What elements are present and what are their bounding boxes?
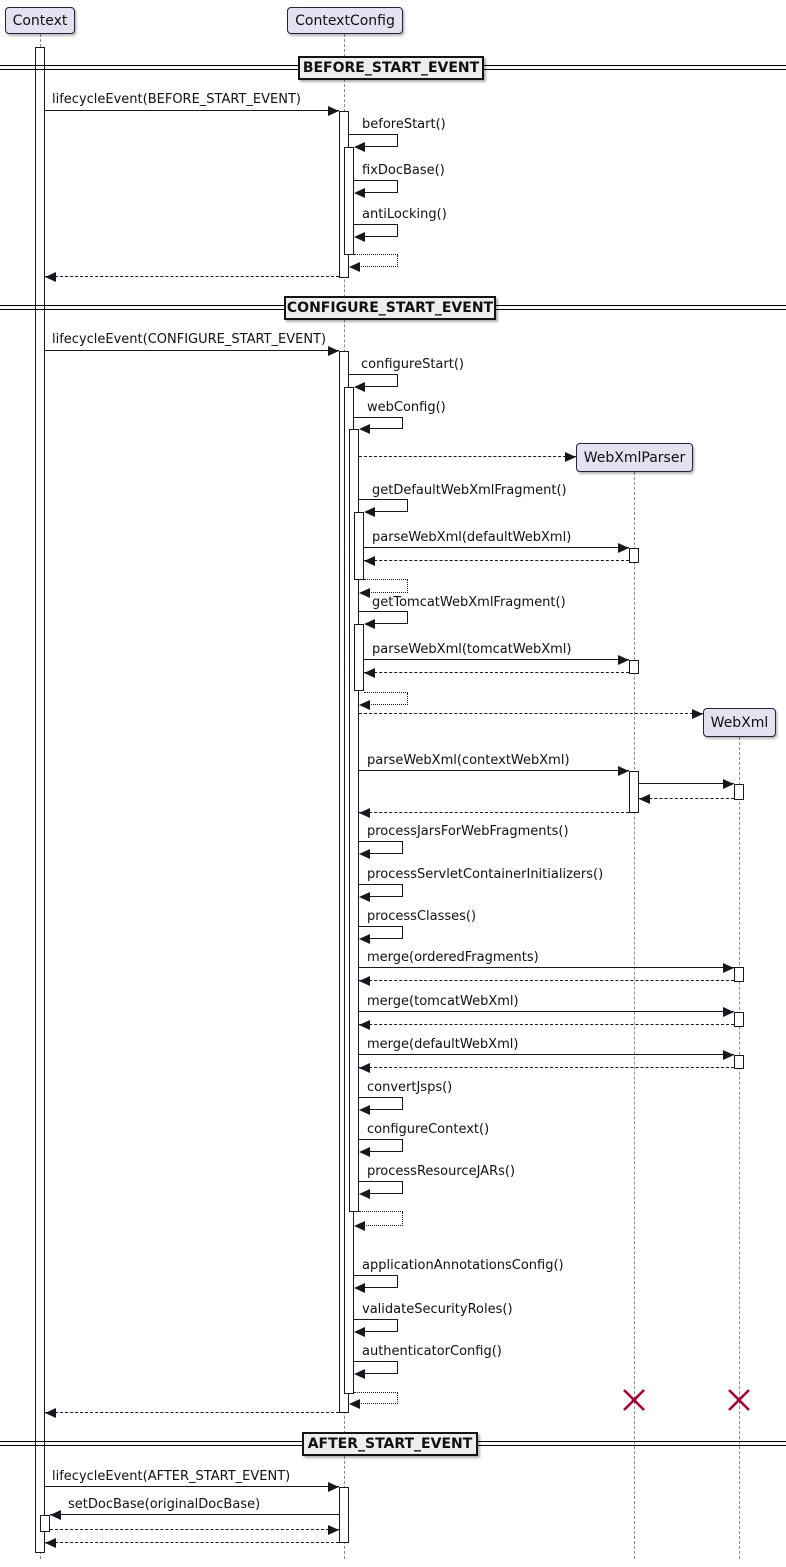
arrow-head-icon bbox=[354, 1221, 365, 1231]
message-line bbox=[364, 560, 629, 561]
arrow-head-icon bbox=[359, 1063, 370, 1073]
activation-bar-contextconfig bbox=[344, 147, 354, 255]
message-line bbox=[354, 1361, 398, 1362]
arrow-head-icon bbox=[328, 1482, 339, 1492]
message-line bbox=[369, 896, 403, 897]
message-label: merge(tomcatWebXml) bbox=[367, 994, 519, 1009]
activation-bar-contextconfig bbox=[354, 512, 364, 580]
message-label: processJarsForWebFragments() bbox=[367, 824, 569, 839]
message-label: applicationAnnotationsConfig() bbox=[362, 1258, 564, 1273]
message-line bbox=[639, 798, 734, 799]
activation-bar-webxml bbox=[734, 784, 744, 800]
message-line bbox=[354, 1275, 398, 1276]
message-line bbox=[359, 884, 403, 885]
message-line bbox=[359, 770, 629, 771]
arrow-head-icon bbox=[50, 1510, 61, 1520]
message-label: parseWebXml(contextWebXml) bbox=[367, 753, 570, 768]
message-line bbox=[359, 812, 629, 813]
message-line bbox=[45, 1412, 339, 1413]
arrow-head-icon bbox=[723, 963, 734, 973]
message-line bbox=[402, 1212, 403, 1226]
arrow-head-icon bbox=[618, 766, 629, 776]
message-line bbox=[359, 1067, 734, 1068]
arrow-head-icon bbox=[45, 1408, 56, 1418]
destroy-x-icon bbox=[621, 1387, 647, 1413]
message-label: convertJsps() bbox=[367, 1080, 453, 1095]
destroy-x-icon bbox=[726, 1387, 752, 1413]
message-line bbox=[364, 659, 629, 660]
participant-webxmlparser: WebXmlParser bbox=[576, 443, 693, 472]
message-line bbox=[364, 692, 408, 693]
arrow-head-icon bbox=[328, 1525, 339, 1535]
arrow-head-icon bbox=[349, 1399, 360, 1409]
message-line bbox=[369, 1193, 403, 1194]
arrow-head-icon bbox=[359, 1105, 370, 1115]
arrow-head-icon bbox=[354, 1369, 365, 1379]
arrow-head-icon bbox=[359, 934, 370, 944]
message-line bbox=[359, 611, 408, 612]
arrow-head-icon bbox=[349, 262, 360, 272]
message-label: lifecycleEvent(AFTER_START_EVENT) bbox=[52, 1469, 291, 1484]
message-line bbox=[369, 428, 403, 429]
activation-bar-webxmlparser bbox=[629, 548, 639, 563]
message-line bbox=[359, 1024, 734, 1025]
message-line bbox=[359, 713, 703, 714]
arrow-head-icon bbox=[359, 424, 370, 434]
message-label: processClasses() bbox=[367, 909, 477, 924]
message-line bbox=[354, 224, 398, 225]
message-label: merge(defaultWebXml) bbox=[367, 1037, 519, 1052]
message-line bbox=[364, 1287, 398, 1288]
arrow-head-icon bbox=[359, 976, 370, 986]
message-line bbox=[359, 1181, 403, 1182]
message-label: configureContext() bbox=[367, 1122, 490, 1137]
message-label: lifecycleEvent(CONFIGURE_START_EVENT) bbox=[52, 332, 327, 347]
message-label: getDefaultWebXmlFragment() bbox=[372, 483, 567, 498]
arrow-head-icon bbox=[364, 668, 375, 678]
arrow-head-icon bbox=[639, 794, 650, 804]
arrow-head-icon bbox=[723, 1007, 734, 1017]
activation-bar-context bbox=[35, 47, 45, 1553]
message-line bbox=[364, 547, 629, 548]
message-line bbox=[369, 592, 408, 593]
activation-bar-webxml bbox=[734, 1055, 744, 1069]
message-line bbox=[364, 579, 408, 580]
message-line bbox=[50, 1529, 339, 1530]
message-line bbox=[50, 1514, 339, 1515]
message-label: processServletContainerInitializers() bbox=[367, 867, 604, 882]
arrow-head-icon bbox=[354, 188, 365, 198]
activation-bar-webxmlparser bbox=[629, 771, 639, 813]
message-line bbox=[45, 110, 339, 111]
message-line bbox=[359, 456, 576, 457]
message-label: authenticatorConfig() bbox=[362, 1344, 502, 1359]
arrow-head-icon bbox=[354, 1327, 365, 1337]
message-line bbox=[359, 266, 398, 267]
arrow-head-icon bbox=[354, 382, 365, 392]
message-line bbox=[369, 1109, 403, 1110]
message-line bbox=[359, 1097, 403, 1098]
message-label: setDocBase(originalDocBase) bbox=[68, 1497, 261, 1512]
arrow-head-icon bbox=[359, 892, 370, 902]
message-line bbox=[364, 1373, 398, 1374]
arrow-head-icon bbox=[45, 272, 56, 282]
participant-context: Context bbox=[5, 7, 75, 34]
message-line bbox=[369, 704, 408, 705]
message-line bbox=[364, 146, 398, 147]
lifeline-webxml bbox=[739, 737, 740, 1559]
arrow-head-icon bbox=[328, 346, 339, 356]
activation-bar-webxml bbox=[734, 967, 744, 982]
message-line bbox=[359, 1211, 403, 1212]
participant-contextconfig: ContextConfig bbox=[287, 7, 403, 34]
message-line bbox=[45, 1542, 339, 1543]
message-line bbox=[374, 623, 408, 624]
arrow-head-icon bbox=[618, 655, 629, 665]
message-line bbox=[359, 1139, 403, 1140]
message-line bbox=[359, 841, 403, 842]
arrow-head-icon bbox=[723, 1050, 734, 1060]
arrow-head-icon bbox=[723, 779, 734, 789]
message-line bbox=[364, 386, 398, 387]
message-line bbox=[354, 417, 403, 418]
message-line bbox=[349, 374, 398, 375]
activation-bar-webxmlparser bbox=[629, 660, 639, 674]
message-line bbox=[354, 1319, 398, 1320]
message-line bbox=[349, 134, 398, 135]
arrow-head-icon bbox=[354, 142, 365, 152]
arrow-head-icon bbox=[359, 849, 370, 859]
divider-label: AFTER_START_EVENT bbox=[302, 1432, 478, 1456]
message-label: processResourceJARs() bbox=[367, 1164, 516, 1179]
message-line bbox=[359, 1054, 734, 1055]
divider-label: BEFORE_START_EVENT bbox=[298, 56, 484, 80]
message-label: getTomcatWebXmlFragment() bbox=[372, 595, 566, 610]
activation-bar-contextconfig bbox=[339, 1487, 349, 1543]
message-line bbox=[364, 192, 398, 193]
activation-bar-context bbox=[40, 1515, 50, 1532]
message-line bbox=[359, 967, 734, 968]
message-line bbox=[369, 1151, 403, 1152]
activation-bar-contextconfig bbox=[354, 624, 364, 691]
arrow-head-icon bbox=[364, 507, 375, 517]
message-line bbox=[364, 1331, 398, 1332]
message-line bbox=[354, 254, 398, 255]
arrow-head-icon bbox=[45, 1538, 56, 1548]
message-label: configureStart() bbox=[361, 357, 464, 372]
message-line bbox=[374, 511, 408, 512]
message-line bbox=[359, 926, 403, 927]
message-line bbox=[369, 853, 403, 854]
message-label: fixDocBase() bbox=[362, 163, 445, 178]
message-label: validateSecurityRoles() bbox=[362, 1302, 513, 1317]
arrow-head-icon bbox=[565, 452, 576, 462]
arrow-head-icon bbox=[359, 1189, 370, 1199]
message-label: beforeStart() bbox=[362, 117, 446, 132]
arrow-head-icon bbox=[618, 543, 629, 553]
message-line bbox=[364, 236, 398, 237]
message-label: webConfig() bbox=[367, 400, 446, 415]
message-line bbox=[45, 350, 339, 351]
message-line bbox=[354, 180, 398, 181]
arrow-head-icon bbox=[359, 808, 370, 818]
arrow-head-icon bbox=[354, 1283, 365, 1293]
message-line bbox=[639, 783, 734, 784]
arrow-head-icon bbox=[359, 700, 370, 710]
message-line bbox=[369, 938, 403, 939]
arrow-head-icon bbox=[359, 588, 370, 598]
message-line bbox=[364, 672, 629, 673]
arrow-head-icon bbox=[692, 709, 703, 719]
arrow-head-icon bbox=[354, 232, 365, 242]
message-line bbox=[359, 980, 734, 981]
message-label: parseWebXml(defaultWebXml) bbox=[372, 530, 572, 545]
participant-webxml: WebXml bbox=[703, 708, 776, 737]
message-line bbox=[45, 1486, 339, 1487]
message-label: parseWebXml(tomcatWebXml) bbox=[372, 642, 572, 657]
message-label: lifecycleEvent(BEFORE_START_EVENT) bbox=[52, 92, 301, 107]
arrow-head-icon bbox=[359, 1147, 370, 1157]
message-label: merge(orderedFragments) bbox=[367, 950, 539, 965]
message-line bbox=[364, 1225, 403, 1226]
message-line bbox=[45, 276, 339, 277]
arrow-head-icon bbox=[359, 1020, 370, 1030]
message-line bbox=[359, 1403, 398, 1404]
activation-bar-webxml bbox=[734, 1012, 744, 1027]
arrow-head-icon bbox=[364, 556, 375, 566]
message-label: antiLocking() bbox=[362, 207, 447, 222]
arrow-head-icon bbox=[364, 619, 375, 629]
message-line bbox=[354, 1392, 398, 1393]
divider-label: CONFIGURE_START_EVENT bbox=[284, 296, 496, 320]
arrow-head-icon bbox=[328, 106, 339, 116]
message-line bbox=[359, 1011, 734, 1012]
message-line bbox=[359, 499, 408, 500]
